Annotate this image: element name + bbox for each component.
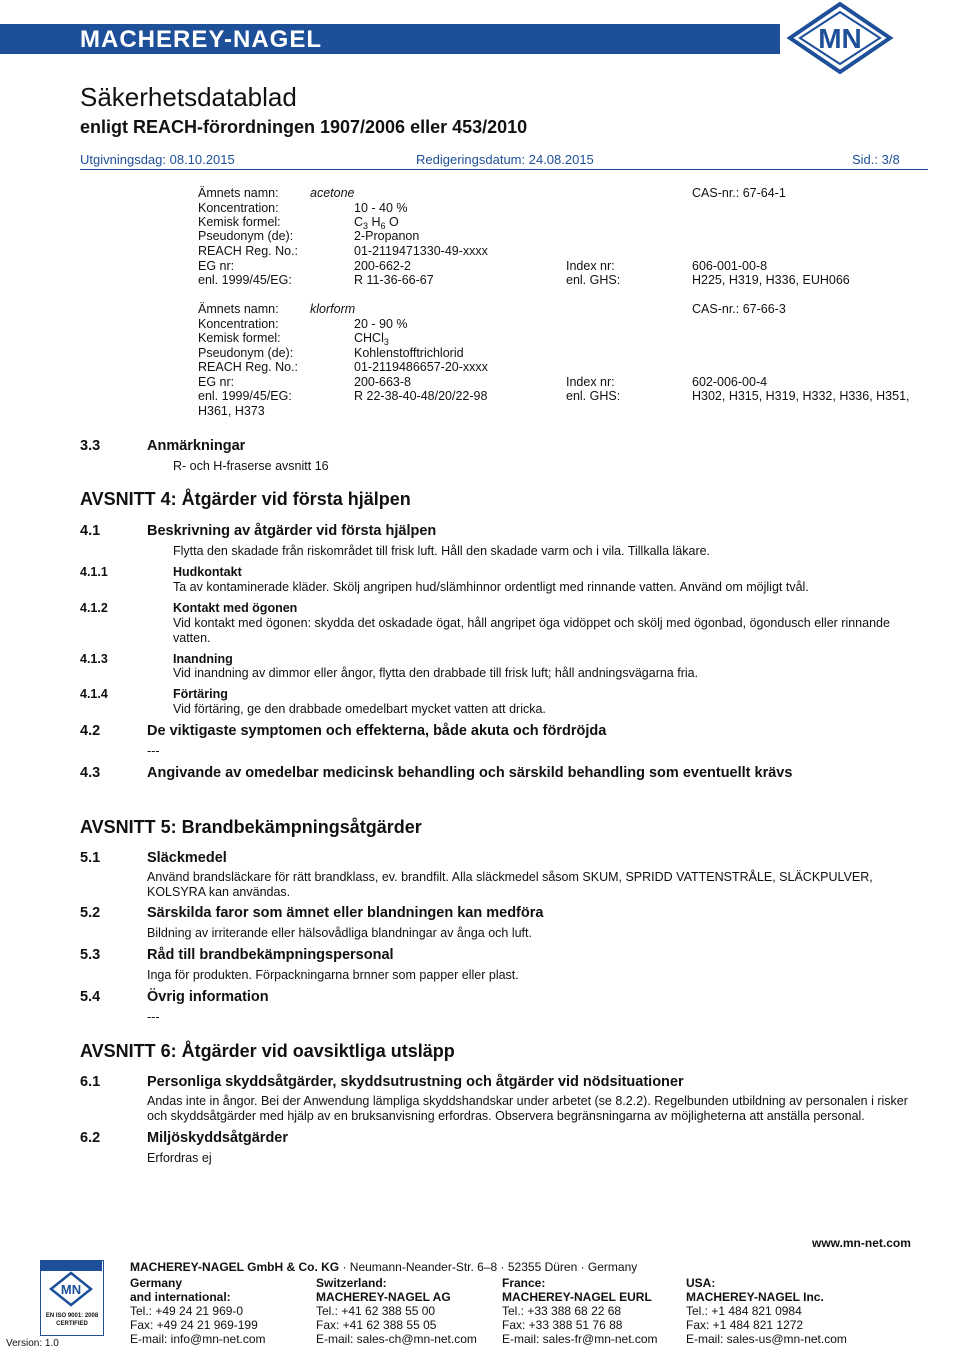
pseudonym-label: Pseudonym (de): xyxy=(198,229,294,243)
page-number: Sid.: 3/8 xyxy=(852,152,900,167)
document-subtitle: enligt REACH-förordningen 1907/2006 eller 453/2010 xyxy=(80,117,528,137)
section-text: Vid kontakt med ögonen: skydda det oskadade ögat, håll angripet öga vidöppet och skölj med ögonbad, ögondusch eller rinnande vatten. xyxy=(173,616,890,645)
section-number: 4.2 xyxy=(80,723,101,739)
header-band xyxy=(0,0,960,62)
section-number: 4.3 xyxy=(80,765,101,781)
name-label: Ämnets namn: xyxy=(198,186,279,200)
cert-logo-icon xyxy=(41,1261,102,1309)
section-text: Vid förtäring, ge den drabbade omedelbart mycket vatten att dricka. xyxy=(173,702,546,716)
logo-text: MN xyxy=(818,23,862,54)
section-title: Särskilda faror som ämnet eller blandningen kan medföra xyxy=(147,905,544,921)
ghs-value-continued: H361, H373 xyxy=(198,404,265,418)
formula-label: Kemisk formel: xyxy=(198,215,281,229)
contact-france: France: MACHEREY-NAGEL EURL Tel.: +33 388 68 22 68 Fax: +33 388 51 76 88 E-mail: sales-fr@mn-net.com xyxy=(502,1276,658,1346)
directive-value: R 22-38-40-48/20/22-98 xyxy=(354,389,488,403)
section-text: R- och H-fraserse avsnitt 16 xyxy=(173,459,329,473)
cert-text: EN ISO 9001: 2008 CERTIFIED xyxy=(45,1313,99,1327)
version-label: Version: 1.0 xyxy=(6,1338,59,1348)
contact-usa: USA: MACHEREY-NAGEL Inc. Tel.: +1 484 821 0984 Fax: +1 484 821 1272 E-mail: sales-us@mn-net.com xyxy=(686,1276,847,1346)
mn-logo-icon xyxy=(786,2,894,74)
section-text: Använd brandsläckare för rätt brandklass, ev. brandfilt. Alla släckmedel såsom SKUM, SPRIDD VATTENSTRÅLE, SLÄCKPULVER, KOLSYRA kan användas. xyxy=(147,870,873,899)
directive-value: R 11-36-66-67 xyxy=(354,273,434,287)
section-5-heading: AVSNITT 5: Brandbekämpningsåtgärder xyxy=(80,817,422,837)
website-link[interactable]: www.mn-net.com xyxy=(812,1236,911,1250)
section-number: 4.1 xyxy=(80,523,101,539)
concentration-label: Koncentration: xyxy=(198,201,279,215)
iso-certificate-badge xyxy=(40,1260,104,1336)
concentration-value: 20 - 90 % xyxy=(354,317,408,331)
reach-value: 01-2119486657-20-xxxx xyxy=(354,360,488,374)
directive-label: enl. 1999/45/EG: xyxy=(198,389,292,403)
index-label: Index nr: xyxy=(566,375,615,389)
eg-value: 200-663-8 xyxy=(354,375,411,389)
eg-value: 200-662-2 xyxy=(354,259,411,273)
section-number: 4.1.4 xyxy=(80,687,108,701)
section-title: Miljöskyddsåtgärder xyxy=(147,1130,289,1146)
section-number: 3.3 xyxy=(80,438,101,454)
issue-date: Utgivningsdag: 08.10.2015 xyxy=(80,152,235,167)
section-text: Vid inandning av dimmor eller ångor, flytta den drabbade till frisk luft; håll andningsvägarna fria. xyxy=(173,666,699,680)
section-title: Släckmedel xyxy=(147,850,227,866)
substance-name: klorform xyxy=(310,302,356,316)
section-number: 6.1 xyxy=(80,1074,101,1090)
ghs-label: enl. GHS: xyxy=(566,273,621,287)
section-number: 4.1.2 xyxy=(80,601,108,615)
substance-name: acetone xyxy=(310,186,355,200)
section-text: Andas inte in ångor. Bei der Anwendung lämpliga skyddshandskar under arbetet (se 8.2.2). Regelbunden utbildning av personalen i risker och skyddsåtgärder med hjälp av en bruksanvisning erfordras. Observera begränsningarna av möjligheterna att anställa personal. xyxy=(147,1094,908,1123)
section-text: --- xyxy=(147,1010,160,1024)
section-number: 5.3 xyxy=(80,947,101,963)
reach-label: REACH Reg. No.: xyxy=(198,244,299,258)
section-6-heading: AVSNITT 6: Åtgärder vid oavsiktliga utsläpp xyxy=(80,1041,455,1061)
section-number: 5.4 xyxy=(80,989,101,1005)
revision-date: Redigeringsdatum: 24.08.2015 xyxy=(416,152,594,167)
ghs-value: H225, H319, H336, EUH066 xyxy=(692,273,850,287)
section-number: 5.1 xyxy=(80,850,101,866)
concentration-value: 10 - 40 % xyxy=(354,201,408,215)
reach-label: REACH Reg. No.: xyxy=(198,360,299,374)
section-4-heading: AVSNITT 4: Åtgärder vid första hjälpen xyxy=(80,489,411,509)
section-text: Flytta den skadade från riskområdet till frisk luft. Håll den skadade varm och i vila. Tillkalla läkare. xyxy=(173,544,711,558)
section-title: Hudkontakt xyxy=(173,565,242,579)
section-text: --- xyxy=(147,744,160,758)
section-title: De viktigaste symptomen och effekterna, både akuta och fördröjda xyxy=(147,723,607,739)
ghs-label: enl. GHS: xyxy=(566,389,621,403)
section-title: Övrig information xyxy=(147,989,269,1005)
section-text: Ta av kontaminerade kläder. Skölj angripen hud/slämhinnor ordentligt med rinnande vatten. Använd om möjligt tvål. xyxy=(173,580,809,594)
section-title: Angivande av omedelbar medicinsk behandling och särskild behandling som eventuellt krävs xyxy=(147,765,793,781)
cas-number: CAS-nr.: 67-66-3 xyxy=(692,302,786,316)
company-address: MACHEREY-NAGEL GmbH & Co. KG · Neumann-Neander-Str. 6–8 · 52355 Düren · Germany xyxy=(130,1260,638,1274)
section-number: 5.2 xyxy=(80,905,101,921)
cas-number: CAS-nr.: 67-64-1 xyxy=(692,186,786,200)
section-title: Kontakt med ögonen xyxy=(173,601,298,615)
index-label: Index nr: xyxy=(566,259,615,273)
contact-germany: Germany and international: Tel.: +49 24 21 969-0 Fax: +49 24 21 969-199 E-mail: info@mn-net.com xyxy=(130,1276,266,1346)
brand-name: MACHEREY-NAGEL xyxy=(80,26,323,53)
reach-value: 01-2119471330-49-xxxx xyxy=(354,244,488,258)
section-text: Erfordras ej xyxy=(147,1151,212,1165)
directive-label: enl. 1999/45/EG: xyxy=(198,273,292,287)
concentration-label: Koncentration: xyxy=(198,317,279,331)
document-title: Säkerhetsdatablad xyxy=(80,82,297,112)
section-text: Bildning av irriterande eller hälsovådliga blandningar av ånga och luft. xyxy=(147,926,532,940)
section-number: 4.1.3 xyxy=(80,652,108,666)
pseudonym-label: Pseudonym (de): xyxy=(198,346,294,360)
section-title: Beskrivning av åtgärder vid första hjälpen xyxy=(147,523,437,539)
section-number: 6.2 xyxy=(80,1130,101,1146)
formula-value: CHCl$_3$ xyxy=(354,331,389,347)
index-value: 606-001-00-8 xyxy=(692,259,768,273)
ghs-value: H302, H315, H319, H332, H336, H351, xyxy=(692,389,910,403)
eg-label: EG nr: xyxy=(198,259,235,273)
section-title: Råd till brandbekämpningspersonal xyxy=(147,947,394,963)
formula-label: Kemisk formel: xyxy=(198,331,281,345)
contact-switzerland: Switzerland: MACHEREY-NAGEL AG Tel.: +41 62 388 55 00 Fax: +41 62 388 55 05 E-mail: sales-ch@mn-net.com xyxy=(316,1276,477,1346)
section-title: Förtäring xyxy=(173,687,228,701)
section-text: Inga för produkten. Förpackningarna brnner som papper eller plast. xyxy=(147,968,519,982)
pseudonym-value: Kohlenstofftrichlorid xyxy=(354,346,464,360)
section-title: Personliga skyddsåtgärder, skyddsutrustning och åtgärder vid nödsituationer xyxy=(147,1074,684,1090)
meta-bar xyxy=(80,152,928,170)
footer xyxy=(0,1230,960,1348)
index-value: 602-006-00-4 xyxy=(692,375,768,389)
pseudonym-value: 2-Propanon xyxy=(354,229,420,243)
section-title: Inandning xyxy=(173,652,233,666)
formula-value: $C_3$ $H_6$ O xyxy=(354,215,399,231)
section-title: Anmärkningar xyxy=(147,438,246,454)
eg-label: EG nr: xyxy=(198,375,235,389)
svg-text:MN: MN xyxy=(60,1282,82,1297)
section-number: 4.1.1 xyxy=(80,565,108,579)
name-label: Ämnets namn: xyxy=(198,302,279,316)
